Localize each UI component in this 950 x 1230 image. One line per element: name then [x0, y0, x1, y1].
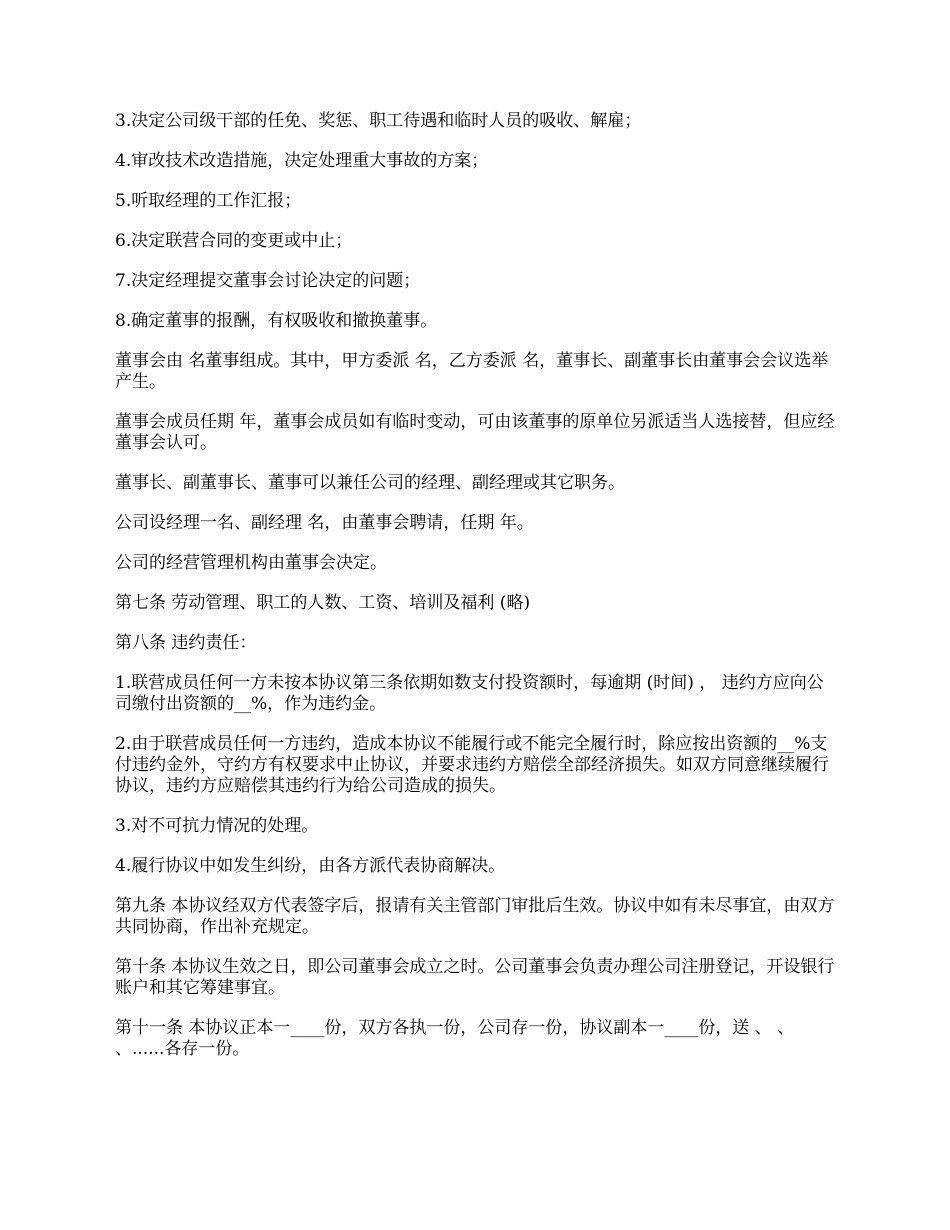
article-8-heading: 第八条 违约责任： — [115, 633, 257, 653]
concurrent-roles-paragraph: 董事长、副董事长、董事可以兼任公司的经理、副经理或其它职务。 — [115, 473, 625, 493]
article-11-paragraph: 第十一条 本协议正本一____份，双方各执一份，公司存一份，协议副本一____份，送 、 、 、......各存一份。 — [115, 1018, 795, 1059]
clause-3-cadre-appointment: 3.决定公司级干部的任免、奖惩、职工待遇和临时人员的吸收、解雇； — [115, 111, 642, 131]
article-7-heading: 第七条 劳动管理、职工的人数、工资、培训及福利 (略) — [115, 593, 531, 613]
clause-6-contract-change: 6.决定联营合同的变更或中止； — [115, 231, 353, 251]
breach-item-2: 2.由于联营成员任何一方违约，造成本协议不能履行或不能完全履行时，除应按出资额的__%支付违约金外，守约方有权要求中止协议，并要求违约方赔偿全部经济损失。如双方同意继续履行协议，违约方应赔偿其违约行为给公司造成的损失。 — [115, 734, 829, 796]
document-body — [115, 111, 840, 1079]
breach-item-4: 4.履行协议中如发生纠纷，由各方派代表协商解决。 — [115, 856, 506, 876]
clause-4-technical-reform: 4.审改技术改造措施，决定处理重大事故的方案； — [115, 151, 489, 171]
clause-7-manager-issues: 7.决定经理提交董事会讨论决定的问题； — [115, 271, 421, 291]
board-term-paragraph: 董事会成员任期 年，董事会成员如有临时变动，可由该董事的原单位另派适当人选接替，但应经董事会认可。 — [115, 412, 835, 453]
breach-item-1: 1.联营成员任何一方未按本协议第三条依期如数支付投资额时，每逾期 (时间) ， 违约方应向公司缴付出资额的__%，作为违约金。 — [115, 673, 824, 714]
board-composition-paragraph: 董事会由 名董事组成。其中，甲方委派 名，乙方委派 名，董事长、副董事长由董事会会议选举产生。 — [115, 351, 829, 392]
article-10-paragraph: 第十条 本协议生效之日，即公司董事会成立之时。公司董事会负责办理公司注册登记，开设银行账户和其它筹建事宜。 — [115, 957, 835, 998]
clause-5-manager-report: 5.听取经理的工作汇报； — [115, 191, 302, 211]
article-9-paragraph: 第九条 本协议经双方代表签字后，报请有关主管部门审批后生效。协议中如有未尽事宜，由双方共同协商，作出补充规定。 — [115, 896, 835, 937]
management-structure-paragraph: 公司的经营管理机构由董事会决定。 — [115, 553, 387, 573]
clause-8-director-remuneration: 8.确定董事的报酬，有权吸收和撤换董事。 — [115, 311, 438, 331]
breach-item-3: 3.对不可抗力情况的处理。 — [115, 816, 319, 836]
manager-appointment-paragraph: 公司设经理一名、副经理 名，由董事会聘请，任期 年。 — [115, 513, 534, 533]
